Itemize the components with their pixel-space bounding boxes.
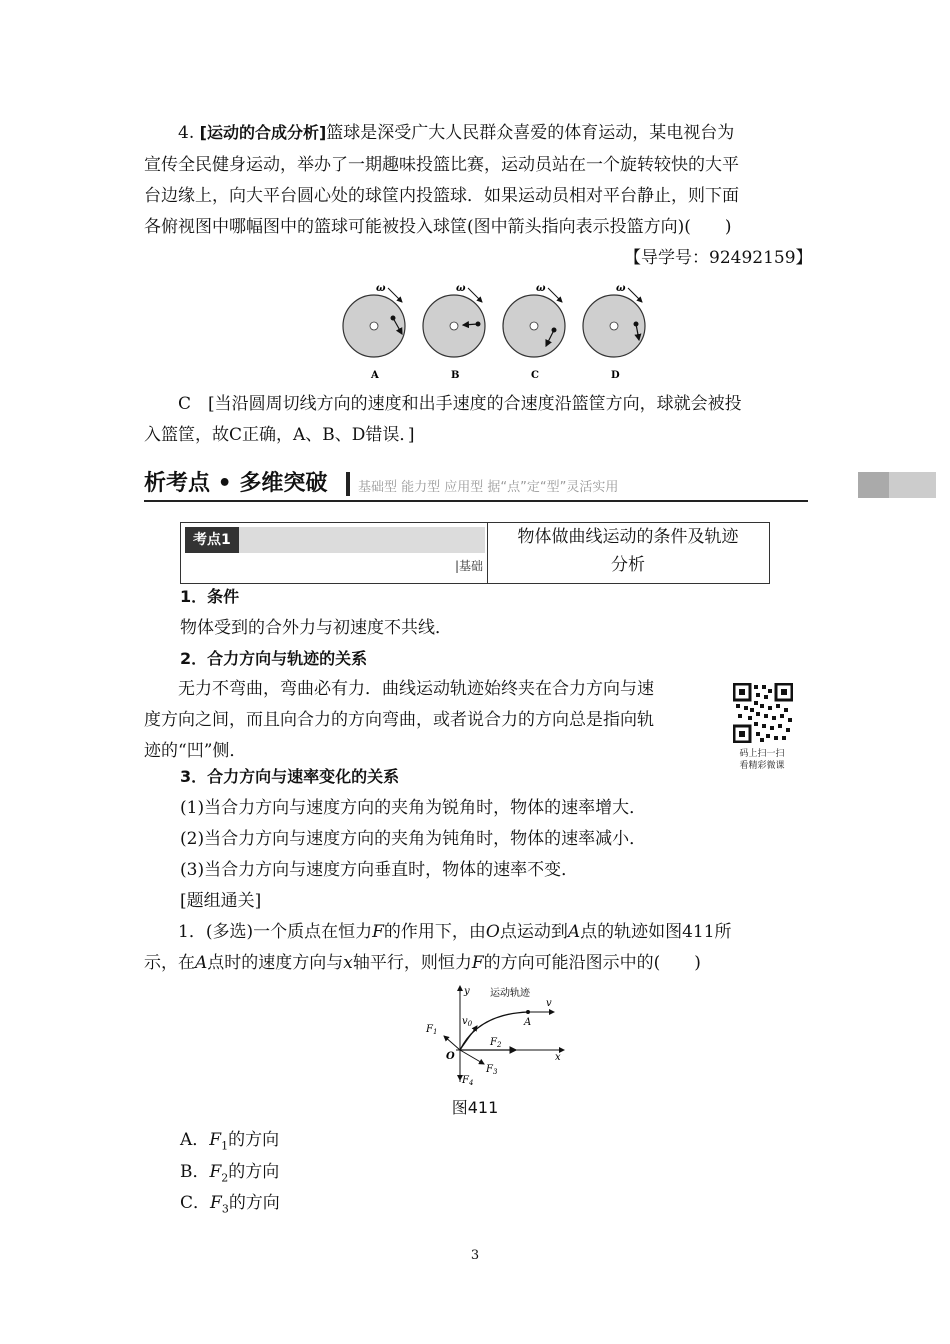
- option-c-text: 的方向: [228, 1193, 280, 1213]
- qr-code-icon[interactable]: [733, 683, 793, 743]
- omega-label-b: ω: [456, 283, 466, 294]
- q4-tag: [运动的合成分析]: [199, 123, 327, 142]
- q1-l2-x: x: [343, 953, 353, 973]
- x-axis-label: x: [555, 1052, 561, 1063]
- page-number: 3: [470, 1248, 480, 1263]
- option-c-label: C．: [180, 1193, 211, 1213]
- f1-label-main: F: [426, 1024, 433, 1035]
- para-2-line3: 迹的“凹”侧．: [144, 741, 247, 761]
- point-a-label: A: [524, 1017, 532, 1028]
- q1-l1-c: 点运动到: [499, 922, 568, 942]
- f1-label-sub: 1: [432, 1028, 438, 1036]
- f4-label: [461, 1075, 473, 1086]
- kaodian-title-line2: 分析: [611, 555, 645, 575]
- label-c: C: [531, 370, 539, 381]
- option-b-sub: 2: [221, 1171, 229, 1185]
- label-b: B: [451, 370, 460, 381]
- figure-b: [423, 283, 485, 381]
- q4-line3: 台边缘上，向大平台圆心处的球筐内投篮球．如果运动员相对平台静止，则下面: [144, 186, 739, 206]
- para-2-line2: 度方向之间，而且向合力的方向弯曲，或者说合力的方向总是指向轨: [144, 710, 654, 730]
- answer4-line2: 入篮筐，故C正确，A、B、D错误．]: [144, 425, 415, 445]
- para-2-line1: 无力不弯曲，弯曲必有力．曲线运动轨迹始终夹在合力方向与速: [178, 679, 654, 699]
- section-title: 析考点 • 多维突破: [144, 471, 328, 496]
- guide-number: 【导学号：92492159】: [624, 248, 813, 268]
- q4-figure: [336, 282, 656, 388]
- section-header: [144, 468, 936, 500]
- q4-line4: 各俯视图中哪幅图中的篮球可能被投入球筐(图中箭头指向表示投篮方向)( ): [144, 217, 732, 237]
- q1-l1-A: A: [567, 922, 581, 942]
- figure-caption: 图411: [451, 1098, 499, 1117]
- f2-label-main: F: [490, 1037, 497, 1048]
- section-separator: [346, 472, 350, 496]
- f4-label-main: F: [462, 1075, 469, 1086]
- f3-label-sub: 3: [492, 1068, 498, 1076]
- item-3: (3)当合力方向与速度方向垂直时，物体的速率不变．: [180, 860, 579, 880]
- figure-411: [420, 982, 570, 1086]
- kaodian-tag: 考点1: [185, 527, 239, 553]
- q1-l1-d: 点的轨迹如图411所: [580, 922, 732, 942]
- figure-c: [503, 283, 565, 381]
- q1-l2-d: 的方向可能沿图示中的( ): [483, 953, 701, 973]
- trajectory-label: 运动轨迹: [490, 988, 530, 999]
- q4-line1-text: 篮球是深受广大人民群众喜爱的体育运动，某电视台为: [326, 123, 735, 143]
- heading-3: 3．合力方向与速率变化的关系: [180, 767, 400, 786]
- f2-label-sub: 2: [496, 1041, 502, 1049]
- y-axis-label: y: [464, 986, 470, 997]
- item-2: (2)当合力方向与速度方向的夹角为钝角时，物体的速率减小．: [180, 829, 647, 849]
- kaodian-left: [181, 523, 488, 583]
- option-c-F: F: [210, 1193, 222, 1213]
- q4-number: 4.: [178, 123, 195, 143]
- q1-l2-b: 点时的速度方向与: [207, 953, 344, 973]
- option-a-label: A．: [180, 1130, 210, 1150]
- label-a: A: [371, 370, 379, 381]
- option-c: [180, 1188, 850, 1224]
- v0-label-sub: 0: [467, 1020, 473, 1028]
- section-decoration: [858, 472, 936, 498]
- option-a-text: 的方向: [228, 1130, 280, 1150]
- v0-label-main: v: [462, 1016, 468, 1027]
- f3-label-main: F: [486, 1064, 493, 1075]
- f3-arrow: [460, 1050, 484, 1064]
- kaodian-title-line1: 物体做曲线运动的条件及轨迹: [517, 527, 739, 547]
- option-a-F: F: [209, 1130, 222, 1150]
- origin-label: O: [446, 1051, 455, 1062]
- f4-label-sub: 4: [468, 1079, 474, 1086]
- figure-d: [583, 283, 645, 381]
- item-1: (1)当合力方向与速度方向的夹角为锐角时，物体的速率增大．: [180, 798, 647, 818]
- qr-caption-line1: 码上扫一扫: [739, 749, 785, 759]
- option-a: [180, 1125, 850, 1161]
- kaodian-title: [487, 523, 769, 583]
- omega-label-c: ω: [536, 283, 546, 294]
- f2-label: [489, 1037, 502, 1049]
- option-b-label: B．: [180, 1162, 210, 1182]
- q4-line2: 宣传全民健身运动，举办了一期趣味投篮比赛，运动员站在一个旋转较快的大平: [144, 155, 739, 175]
- kaodian-box: [180, 522, 770, 584]
- v-label: v: [546, 998, 552, 1009]
- f1-arrow: [444, 1036, 460, 1050]
- q1-l2-c: 轴平行，则恒力: [352, 953, 472, 973]
- omega-label-d: ω: [616, 283, 626, 294]
- option-b-text: 的方向: [228, 1162, 280, 1182]
- q1-l2-F: F: [471, 953, 484, 973]
- answer4-line1: C [当沿圆周切线方向的速度和出手速度的合速度沿篮筐方向，球就会被投: [178, 394, 742, 414]
- q1-line1: [178, 917, 848, 947]
- q1-line2: [144, 948, 814, 978]
- label-d: D: [611, 370, 620, 381]
- v0-arrow: [460, 1026, 477, 1050]
- q1-l1-a: 1．(多选)一个质点在恒力: [178, 922, 373, 942]
- q1-l1-O: O: [485, 922, 500, 942]
- option-c-sub: 3: [221, 1202, 229, 1216]
- q1-l1-F: F: [372, 922, 384, 942]
- figure-a: [343, 283, 405, 381]
- group-label: [题组通关]: [180, 891, 262, 911]
- q4-line1: [178, 118, 848, 148]
- f1-label: [425, 1024, 437, 1036]
- section-rule: [144, 500, 808, 502]
- v0-label: [462, 1016, 473, 1028]
- section-subtitle: 基础型 能力型 应用型 据“点”定“型”灵活实用: [358, 480, 619, 495]
- q1-l2-a: 示，在: [144, 953, 195, 973]
- omega-label-a: ω: [376, 283, 386, 294]
- f3-label: [485, 1064, 498, 1076]
- heading-1: 1．条件: [180, 587, 240, 606]
- point-a: [526, 1010, 530, 1014]
- q1-l2-A: A: [195, 953, 208, 973]
- qr-caption-line2: 看精彩微课: [739, 761, 785, 771]
- heading-2: 2．合力方向与轨迹的关系: [180, 649, 368, 668]
- option-a-sub: 1: [221, 1139, 229, 1153]
- q1-l1-b: 的作用下，由: [383, 922, 486, 942]
- option-b-F: F: [209, 1162, 222, 1182]
- kaodian-base-label: |基础: [454, 559, 483, 573]
- para-1: 物体受到的合外力与初速度不共线．: [180, 618, 452, 638]
